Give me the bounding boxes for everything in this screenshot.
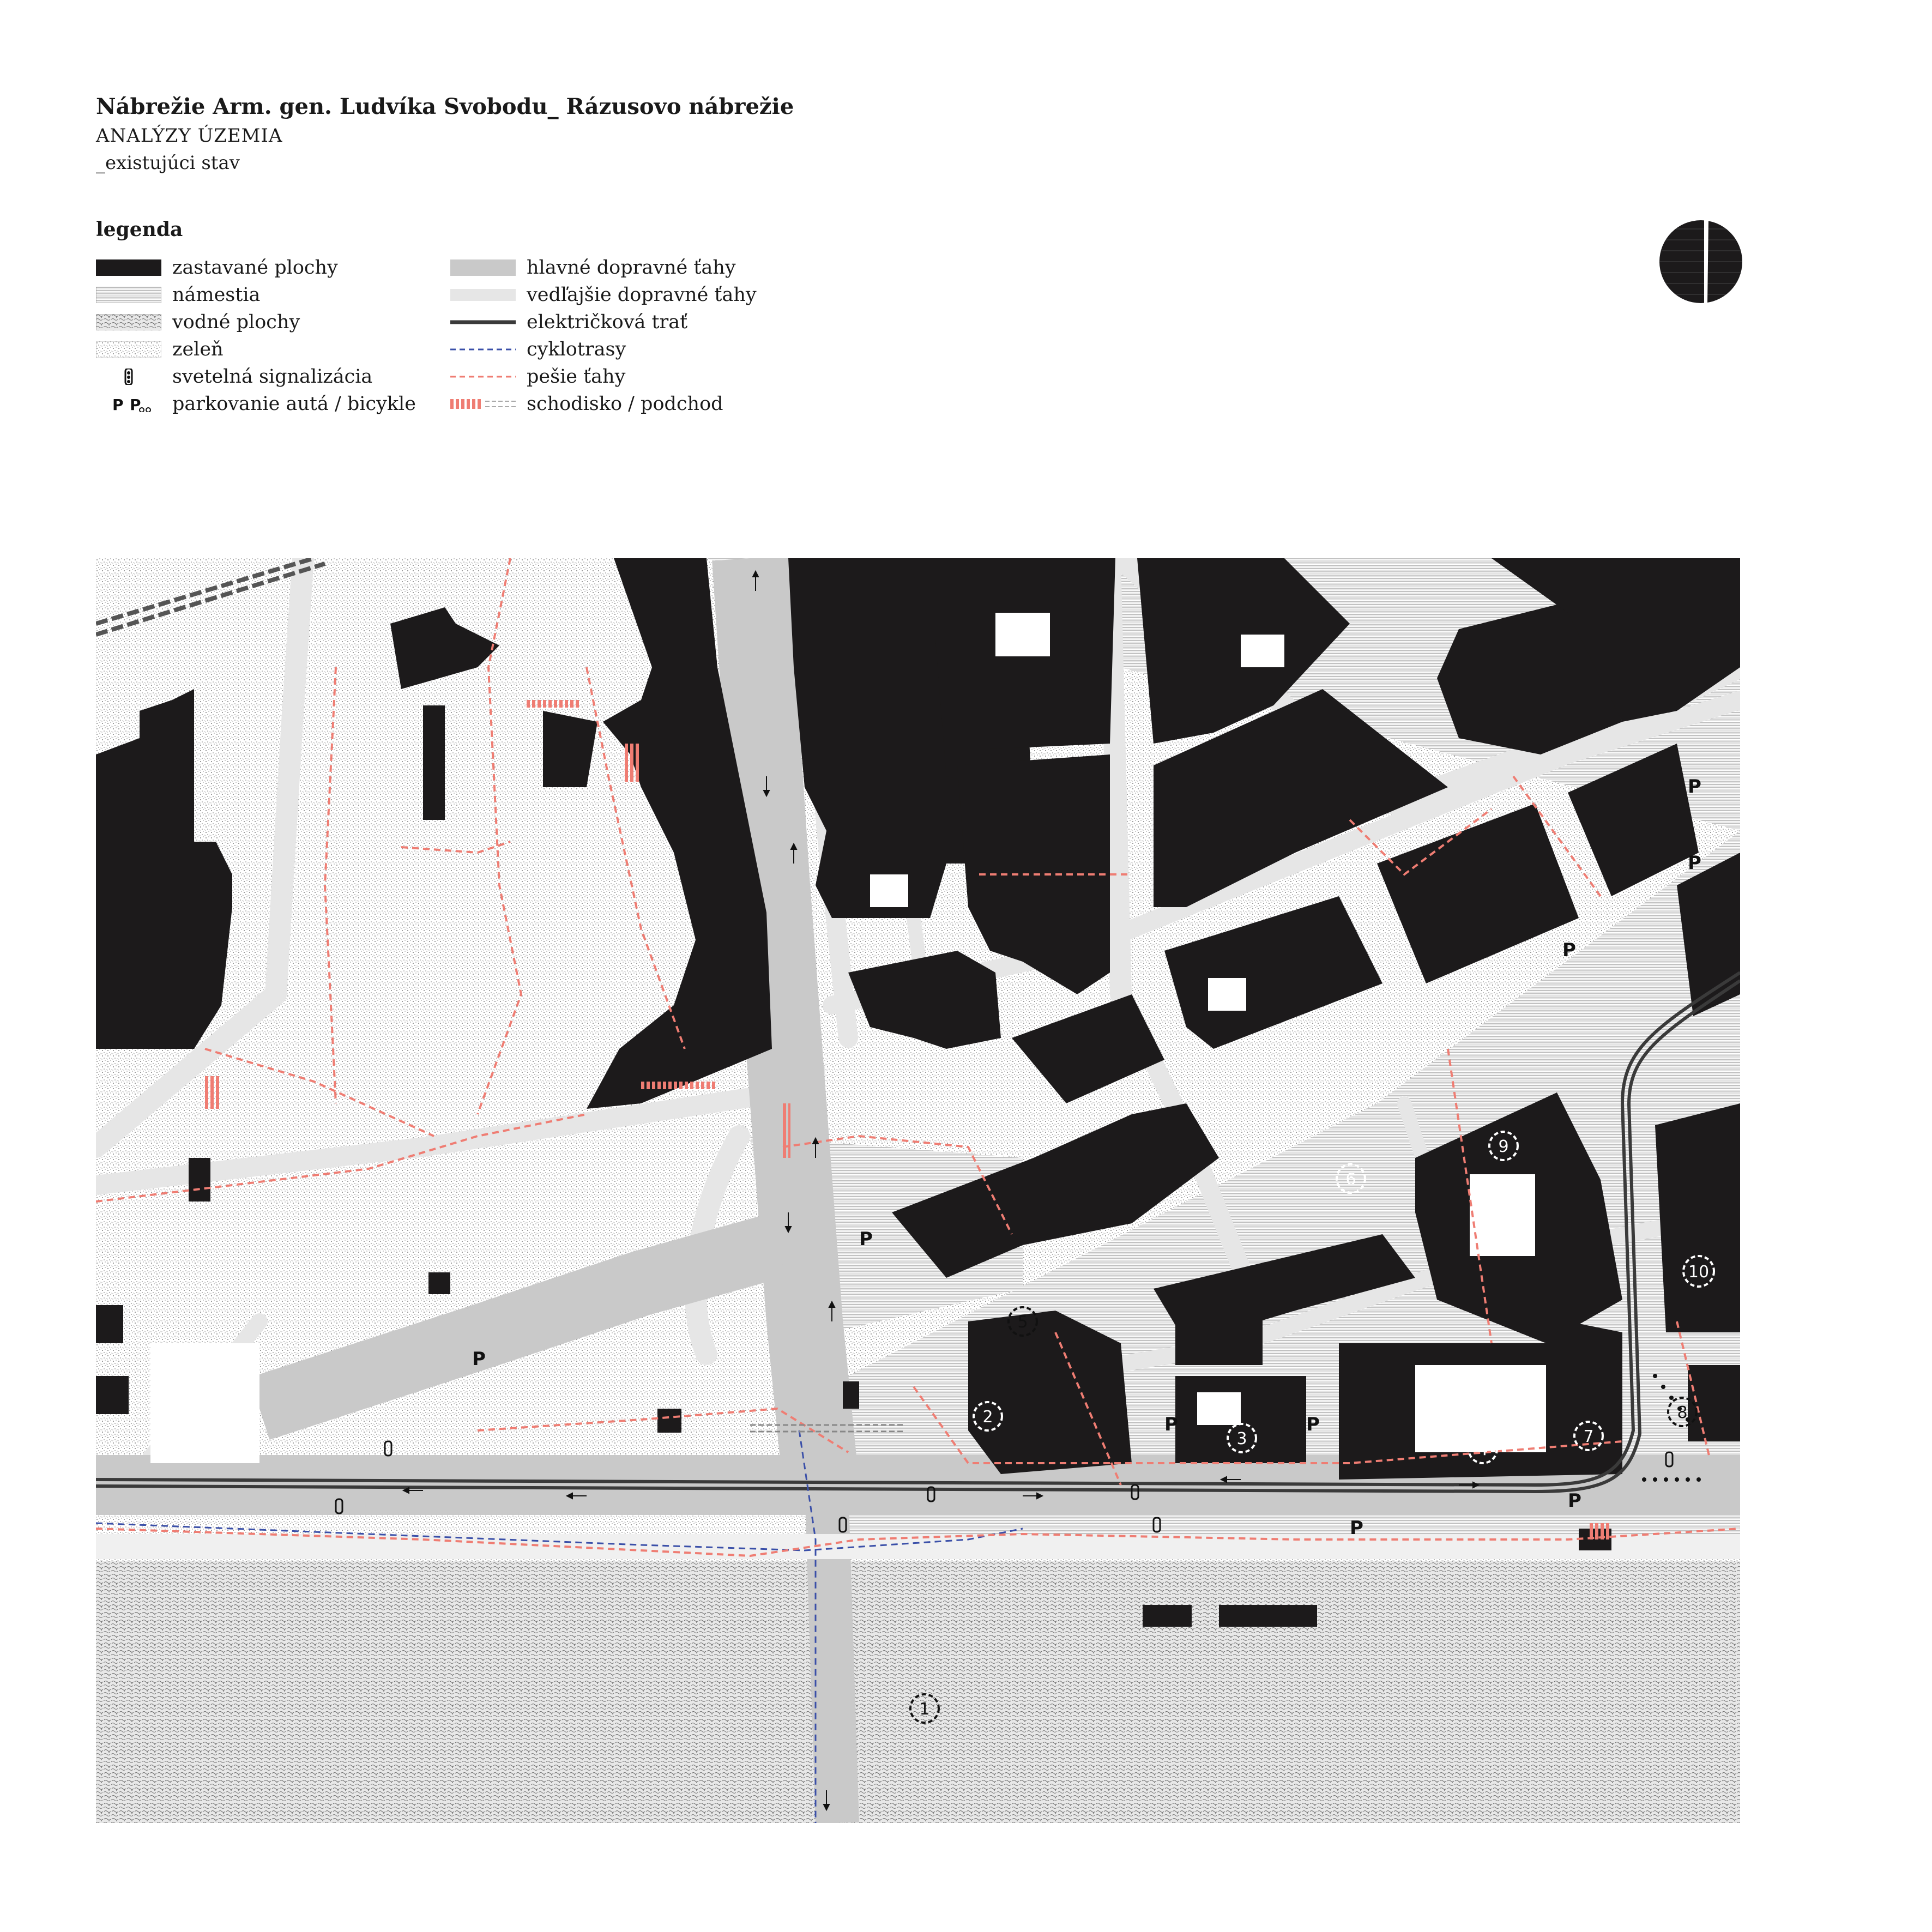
svg-text:8: 8 — [1677, 1403, 1688, 1422]
svg-text:P: P — [112, 396, 124, 412]
map-subsubtitle: _existujúci stav — [96, 152, 240, 174]
building — [1688, 1365, 1740, 1441]
svg-text:9: 9 — [1498, 1137, 1509, 1156]
building — [428, 1272, 450, 1294]
legend-label: zeleň — [172, 339, 224, 360]
svg-text:2: 2 — [982, 1408, 993, 1427]
parking-symbol: P — [1568, 1490, 1581, 1512]
buildings-swatch-icon — [96, 259, 161, 276]
parking-symbol: P — [1688, 852, 1701, 874]
green-swatch-icon — [96, 341, 161, 358]
legend-label: električková trať — [527, 311, 688, 333]
legend-heading: legenda — [96, 218, 183, 241]
legend-label: zastavané plochy — [172, 257, 338, 279]
traffic-light-icon — [96, 369, 161, 385]
legend-label: vodné plochy — [172, 311, 300, 333]
svg-text:3: 3 — [1236, 1429, 1247, 1448]
building — [1175, 1300, 1263, 1365]
parking-symbol: P — [472, 1348, 486, 1370]
pedestrian-route-icon — [450, 369, 516, 385]
building — [96, 1305, 123, 1343]
legend-label: cyklotrasy — [527, 339, 626, 360]
parking-symbol: P — [1688, 776, 1701, 798]
parking-symbol: P — [859, 1228, 873, 1250]
squares-swatch-icon — [96, 287, 161, 303]
north-arrow-icon — [1657, 218, 1744, 305]
svg-text:6: 6 — [1345, 1170, 1356, 1189]
map-subtitle: ANALÝZY ÚZEMIA — [96, 125, 283, 147]
svg-text:4: 4 — [1477, 1440, 1488, 1459]
legend-label: schodisko / podchod — [527, 393, 723, 415]
stairs-underpass-icon — [450, 396, 516, 412]
svg-text:P: P — [130, 396, 141, 412]
building-block — [1655, 1103, 1740, 1332]
site-analysis-map — [96, 558, 1740, 1823]
parking-symbol: P — [1306, 1414, 1320, 1435]
parking-symbol: P — [1350, 1517, 1363, 1539]
svg-text:5: 5 — [1017, 1313, 1028, 1332]
legend-label: vedľajšie dopravné ťahy — [527, 284, 757, 306]
building — [1143, 1605, 1192, 1627]
svg-text:1: 1 — [919, 1700, 930, 1719]
parking-symbol: P — [1164, 1414, 1178, 1435]
map-title: Nábrežie Arm. gen. Ludvíka Svobodu_ Rázusovo nábrežie — [96, 94, 794, 119]
legend-label: námestia — [172, 284, 261, 306]
legend-label: pešie ťahy — [527, 366, 626, 388]
svg-text:10: 10 — [1688, 1263, 1710, 1282]
building — [1219, 1605, 1317, 1627]
building — [843, 1381, 859, 1409]
tram-line-icon — [450, 314, 516, 330]
danube-river — [96, 1561, 1740, 1823]
building — [96, 1376, 129, 1414]
legend-label: svetelná signalizácia — [172, 366, 373, 388]
main-road-swatch-icon — [450, 259, 516, 276]
building — [423, 705, 445, 820]
secondary-road-swatch-icon — [450, 287, 516, 303]
cycle-route-icon — [450, 341, 516, 358]
legend-label: hlavné dopravné ťahy — [527, 257, 736, 279]
svg-text:7: 7 — [1583, 1427, 1594, 1446]
water-swatch-icon — [96, 314, 161, 330]
parking-symbol: P — [1562, 939, 1576, 961]
map-header — [96, 92, 794, 177]
legend-label: parkovanie autá / bicykle — [172, 393, 416, 415]
building — [657, 1409, 681, 1433]
legend — [96, 218, 805, 425]
parking-car-bicycle-icon — [96, 396, 161, 412]
building — [189, 1158, 210, 1202]
